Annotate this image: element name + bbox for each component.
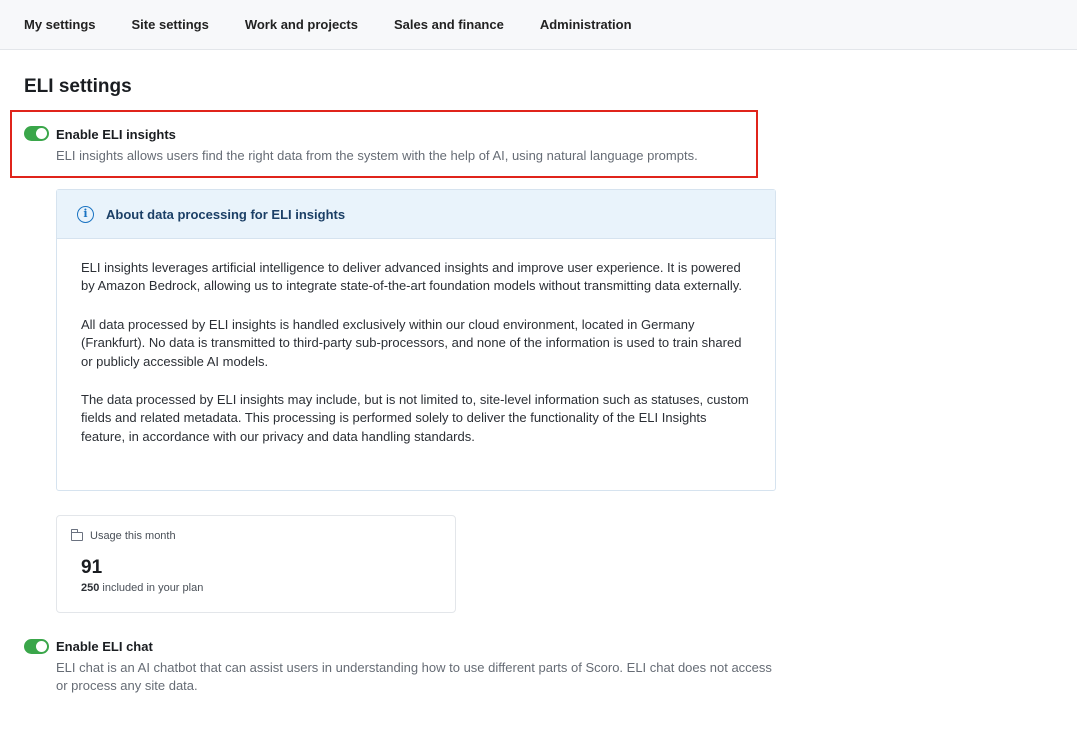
info-panel-body [57, 239, 775, 446]
info-paragraph: ELI insights leverages artificial intelligence to deliver advanced insights and improve user experience. It is powered by Amazon Bedrock, allowing us to integrate state-of-the-art foundation models without transmitting data externally. [81, 260, 742, 294]
nav-site-settings[interactable]: Site settings [131, 16, 209, 32]
info-paragraph: All data processed by ELI insights is handled exclusively within our cloud environment, located in Germany (Frankfurt). No data is transmitted to third-party sub-processors, and none of the information is used to train shared or publicly accessible AI models. [81, 316, 742, 369]
eli-insights-label: Enable ELI insights [56, 127, 176, 142]
usage-header [71, 530, 176, 542]
nav-work-and-projects[interactable]: Work and projects [244, 16, 358, 32]
usage-included [81, 582, 203, 594]
info-icon: i [77, 206, 94, 223]
folder-icon [71, 532, 83, 541]
eli-insights-toggle[interactable] [24, 126, 49, 141]
info-paragraph: The data processed by ELI insights may include, but is not limited to, site-level information such as statuses, custom fields and related metadata. This processing is performed solely to deliver the functionality of the ELI Insights feature, in accordance with our privacy and data handling standards. [81, 392, 749, 444]
top-navigation [0, 0, 1077, 50]
info-panel-header [57, 190, 775, 239]
usage-value: 91 [81, 557, 103, 578]
toggle-knob [36, 641, 47, 652]
eli-chat-label: Enable ELI chat [56, 639, 153, 654]
usage-label: Usage this month [90, 530, 176, 542]
usage-card [56, 515, 456, 613]
usage-included-text: included in your plan [102, 582, 204, 594]
toggle-knob [36, 128, 47, 139]
highlight-annotation [10, 110, 758, 178]
nav-my-settings[interactable]: My settings [24, 16, 96, 32]
eli-chat-toggle[interactable] [24, 639, 49, 654]
info-panel-title: About data processing for ELI insights [106, 206, 346, 222]
nav-sales-and-finance[interactable]: Sales and finance [394, 16, 504, 32]
nav-administration[interactable]: Administration [539, 16, 632, 32]
usage-included-count: 250 [81, 582, 100, 594]
page-title: ELI settings [24, 76, 132, 97]
data-processing-info-panel [56, 189, 776, 491]
eli-insights-description: ELI insights allows users find the right data from the system with the help of AI, using natural language prompts. [56, 148, 698, 163]
eli-chat-description: ELI chat is an AI chatbot that can assist users in understanding how to use different parts of Scoro. ELI chat does not access or process any site data. [56, 660, 772, 693]
